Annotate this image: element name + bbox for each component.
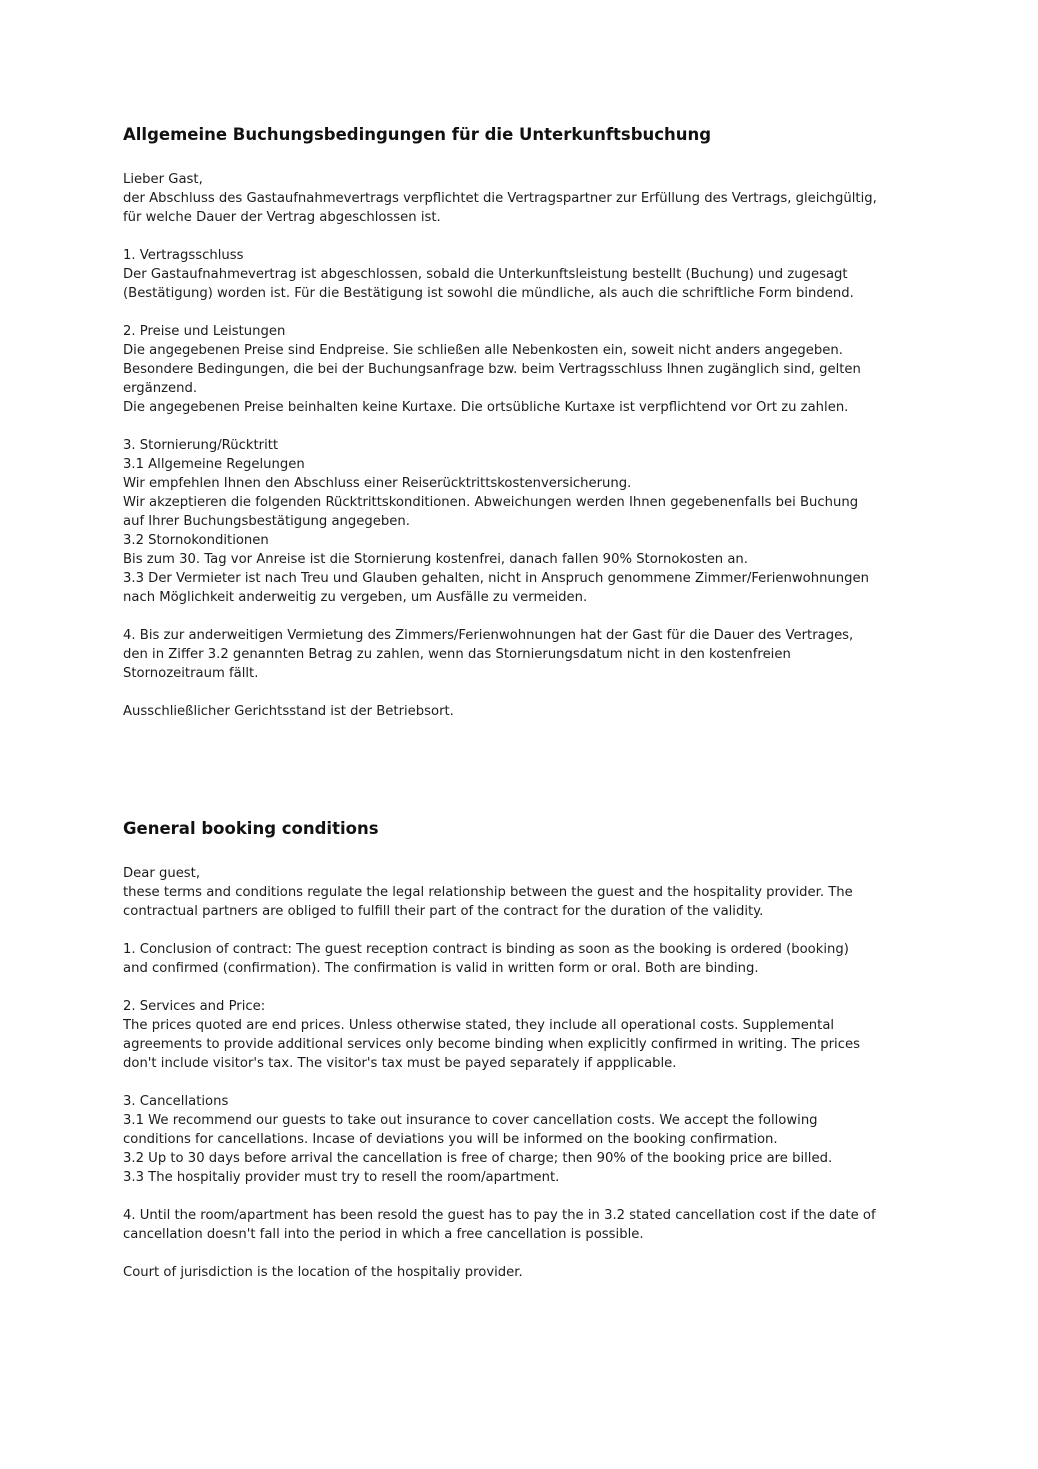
german-line: 3.3 Der Vermieter ist nach Treu und Glauben gehalten, nicht in Anspruch genommene Zimmer/Ferienwohnungen [123, 571, 869, 586]
paragraph-gap [123, 1073, 923, 1092]
english-line: these terms and conditions regulate the legal relationship between the guest and the hospitality provider. The [123, 885, 853, 900]
german-line: 3.2 Stornokonditionen [123, 533, 269, 548]
english-line: Dear guest, [123, 866, 201, 881]
english-line: 3.1 We recommend our guests to take out insurance to cover cancellation costs. We accept the following [123, 1113, 818, 1128]
german-line: nach Möglichkeit anderweitig zu vergeben, um Ausfälle zu vermeiden. [123, 590, 588, 605]
german-line: Die angegebenen Preise beinhalten keine Kurtaxe. Die ortsübliche Kurtaxe ist verpflichtend vor Ort zu zahlen. [123, 400, 849, 415]
english-line: 2. Services and Price: [123, 999, 266, 1014]
german-title: Allgemeine Buchungsbedingungen für die Unterkunftsbuchung [123, 125, 712, 144]
english-line: conditions for cancellations. Incase of deviations you will be informed on the booking confirmation. [123, 1132, 778, 1147]
english-section [123, 818, 923, 1282]
german-line: 2. Preise und Leistungen [123, 324, 286, 339]
paragraph-gap [123, 683, 923, 702]
paragraph-gap [123, 607, 923, 626]
english-line: don't include visitor's tax. The visitor's tax must be payed separately if appplicable. [123, 1056, 677, 1071]
english-line: cancellation doesn't fall into the period in which a free cancellation is possible. [123, 1227, 644, 1242]
german-line: Wir akzeptieren die folgenden Rücktrittskonditionen. Abweichungen werden Ihnen gegebenenfalls bei Buchung [123, 495, 859, 510]
english-line: The prices quoted are end prices. Unless otherwise stated, they include all operational costs. Supplemental [123, 1018, 835, 1033]
german-body [123, 170, 923, 721]
german-line: Die angegebenen Preise sind Endpreise. Sie schließen alle Nebenkosten ein, soweit nicht anders angegeben. [123, 343, 843, 358]
german-line: Bis zum 30. Tag vor Anreise ist die Stornierung kostenfrei, danach fallen 90% Stornokosten an. [123, 552, 748, 567]
english-line: contractual partners are obliged to fulfill their part of the contract for the duration of the validity. [123, 904, 764, 919]
paragraph-gap [123, 417, 923, 436]
german-line: für welche Dauer der Vertrag abgeschlossen ist. [123, 210, 441, 225]
paragraph-gap [123, 227, 923, 246]
german-line: Stornozeitraum fällt. [123, 666, 259, 681]
english-line: Court of jurisdiction is the location of the hospitaliy provider. [123, 1265, 523, 1280]
german-section [123, 124, 923, 721]
german-line: Lieber Gast, [123, 172, 203, 187]
german-line: Ausschließlicher Gerichtsstand ist der Betriebsort. [123, 704, 454, 719]
german-line: 1. Vertragsschluss [123, 248, 244, 263]
paragraph-gap [123, 1244, 923, 1263]
english-line: 3.2 Up to 30 days before arrival the cancellation is free of charge; then 90% of the booking price are billed. [123, 1151, 833, 1166]
german-line: (Bestätigung) worden ist. Für die Bestätigung ist sowohl die mündliche, als auch die schriftliche Form bindend. [123, 286, 854, 301]
english-title: General booking conditions [123, 819, 379, 838]
paragraph-gap [123, 978, 923, 997]
german-line: auf Ihrer Buchungsbestätigung angegeben. [123, 514, 410, 529]
paragraph-gap [123, 1187, 923, 1206]
german-line: ergänzend. [123, 381, 198, 396]
german-line: der Abschluss des Gastaufnahmevertrags verpflichtet die Vertragspartner zur Erfüllung des Vertrags, gleichgültig, [123, 191, 877, 206]
german-line: Besondere Bedingungen, die bei der Buchungsanfrage bzw. beim Vertragsschluss Ihnen zugänglich sind, gelten [123, 362, 861, 377]
german-line: den in Ziffer 3.2 genannten Betrag zu zahlen, wenn das Stornierungsdatum nicht in den kostenfreien [123, 647, 791, 662]
english-line: 3. Cancellations [123, 1094, 229, 1109]
german-line: 3.1 Allgemeine Regelungen [123, 457, 305, 472]
english-line: 3.3 The hospitaliy provider must try to resell the room/apartment. [123, 1170, 560, 1185]
paragraph-gap [123, 921, 923, 940]
english-line: agreements to provide additional services only become binding when explicitly confirmed in writing. The prices [123, 1037, 860, 1052]
german-line: Wir empfehlen Ihnen den Abschluss einer Reiserücktrittskostenversicherung. [123, 476, 632, 491]
german-line: 4. Bis zur anderweitigen Vermietung des Zimmers/Ferienwohnungen hat der Gast für die Dauer des Vertrages, [123, 628, 854, 643]
english-body [123, 864, 923, 1282]
german-line: 3. Stornierung/Rücktritt [123, 438, 279, 453]
german-line: Der Gastaufnahmevertrag ist abgeschlossen, sobald die Unterkunftsleistung bestellt (Buchung) und zugesagt [123, 267, 848, 282]
english-line: 4. Until the room/apartment has been resold the guest has to pay the in 3.2 stated cancellation cost if the date of [123, 1208, 876, 1223]
english-line: and confirmed (confirmation). The confirmation is valid in written form or oral. Both are binding. [123, 961, 759, 976]
english-line: 1. Conclusion of contract: The guest reception contract is binding as soon as the booking is ordered (booking) [123, 942, 849, 957]
paragraph-gap [123, 303, 923, 322]
